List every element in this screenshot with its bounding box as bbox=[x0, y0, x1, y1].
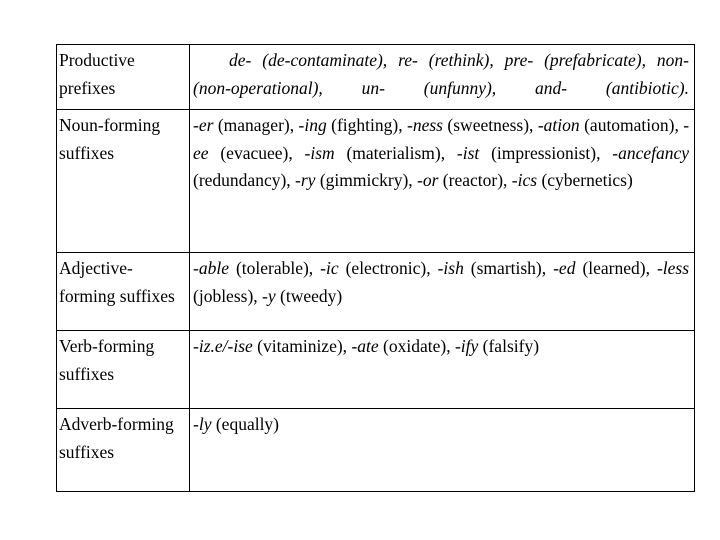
row-label: Verb-forming suffixes bbox=[57, 331, 190, 409]
row-content bbox=[190, 253, 695, 331]
example-word: (fighting), bbox=[331, 115, 403, 135]
affix: -er bbox=[193, 115, 214, 135]
affix: -ish bbox=[437, 258, 464, 278]
table-row-prefixes bbox=[57, 45, 695, 110]
example-word: (electronic), bbox=[345, 258, 431, 278]
example-word: (manager), bbox=[217, 115, 295, 135]
affix: -y bbox=[262, 285, 276, 306]
affix: -able bbox=[193, 258, 229, 278]
affix: -ate bbox=[351, 336, 379, 356]
example-word: (materialism), bbox=[346, 142, 446, 163]
affix: -ation bbox=[537, 115, 580, 135]
affix: -ing bbox=[298, 115, 327, 135]
table-row-verb-suffixes bbox=[57, 331, 695, 409]
affix-table bbox=[56, 44, 695, 492]
example-word: (falsify) bbox=[482, 336, 540, 356]
affix: -less bbox=[656, 258, 690, 278]
affix: -iz.e/-ise bbox=[193, 336, 253, 356]
example-word: (vitaminize), bbox=[257, 336, 348, 356]
example-word: (cybernetics) bbox=[541, 170, 633, 190]
affix: -or bbox=[417, 170, 439, 190]
example-word: (smartish), bbox=[470, 258, 547, 278]
affix: -ic bbox=[320, 258, 339, 278]
example-word: (redundancy), bbox=[193, 170, 291, 190]
example-word: (evacuee), bbox=[220, 142, 293, 163]
row-label: Adjective-forming suffixes bbox=[57, 253, 190, 331]
row-content bbox=[190, 110, 695, 253]
row-label: Noun-forming suffixes bbox=[57, 110, 190, 253]
example-word: (gimmickry), bbox=[319, 170, 413, 190]
example-word: (tolerable), bbox=[235, 258, 314, 278]
example-word: (learned), bbox=[582, 258, 650, 278]
table-row-adjective-suffixes bbox=[57, 253, 695, 331]
row-label: Adverb-forming suffixes bbox=[57, 409, 190, 492]
row-content bbox=[190, 331, 695, 409]
example-word: (sweetness), bbox=[447, 115, 534, 135]
affix: -ly bbox=[193, 414, 212, 434]
example-word: (tweedy) bbox=[280, 285, 343, 306]
example-word: (automation), bbox=[584, 115, 679, 135]
row-label: Productive prefixes bbox=[57, 45, 190, 110]
affix: -ify bbox=[454, 336, 479, 356]
affix: -ism bbox=[304, 142, 335, 163]
affix: -ee bbox=[193, 115, 690, 163]
example-word: (equally) bbox=[215, 414, 280, 434]
affix: -ist bbox=[456, 142, 480, 163]
affix: -ed bbox=[553, 258, 576, 278]
affix: -ancefancy bbox=[612, 142, 690, 163]
affix: -ness bbox=[407, 115, 443, 135]
example-word: (reactor), bbox=[442, 170, 508, 190]
example-word: (impressionist), bbox=[491, 142, 601, 163]
example-word: (oxidate), bbox=[383, 336, 451, 356]
table-row-noun-suffixes bbox=[57, 110, 695, 253]
row-content bbox=[190, 409, 695, 492]
example-word: (jobless), bbox=[193, 285, 258, 306]
table-row-adverb-suffixes bbox=[57, 409, 695, 492]
row-content: de- (de-contaminate), re- (rethink), pre- (prefabricate), non- (non-operational), un- (unfunny), and- (antibiotic). bbox=[190, 45, 695, 110]
affix: -ics bbox=[511, 170, 538, 190]
affix: -ry bbox=[295, 170, 316, 190]
